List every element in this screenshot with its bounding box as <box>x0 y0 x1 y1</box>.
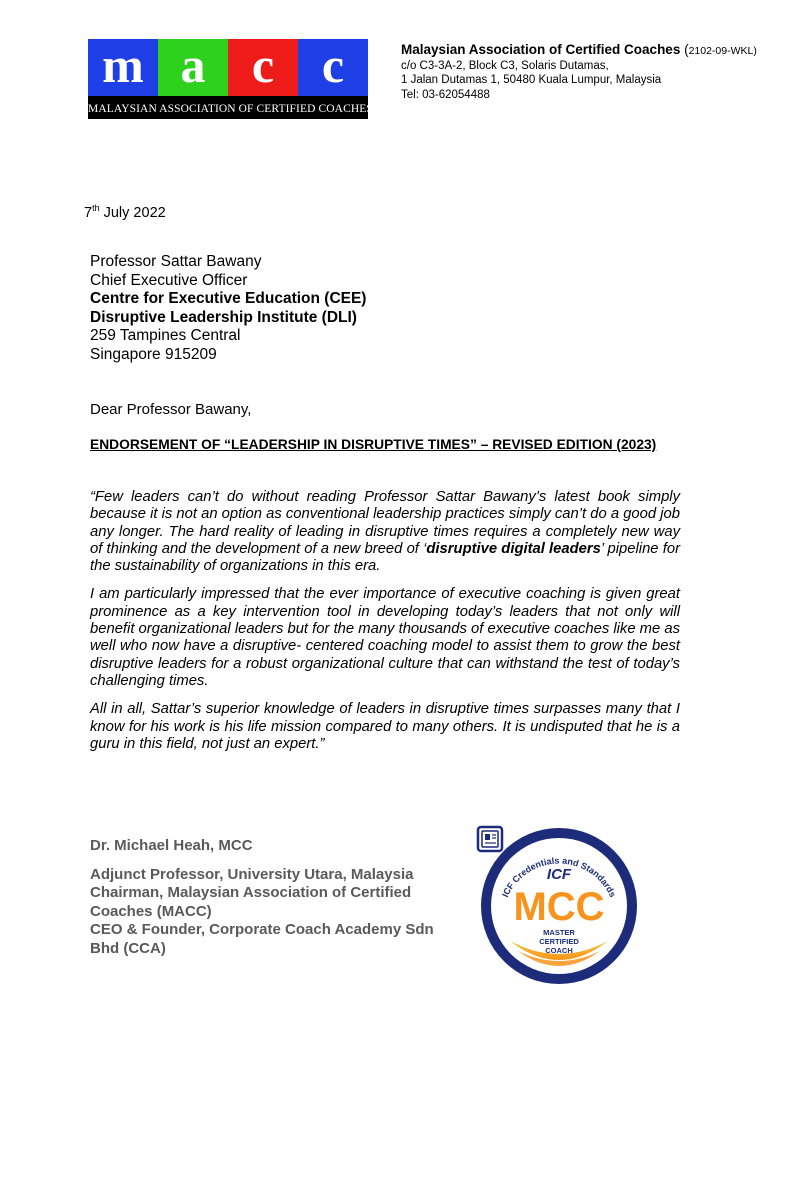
signatory-role-1: Adjunct Professor, University Utara, Malaysia <box>90 865 414 883</box>
recipient-name: Professor Sattar Bawany <box>90 253 262 270</box>
badge-line-2: CERTIFIED <box>539 937 579 946</box>
badge-line-1: MASTER <box>543 928 575 937</box>
p1-text-end: ’ pipeline for the sustainability of organizations in this era. <box>90 540 680 575</box>
logo-letter: c <box>321 36 345 93</box>
recipient-address-1: 259 Tampines Central <box>90 327 241 344</box>
logo-caption: MALAYSIAN ASSOCIATION OF CERTIFIED COACHES <box>88 103 373 115</box>
salutation: Dear Professor Bawany, <box>90 401 252 418</box>
recipient-org-2: Disruptive Leadership Institute (DLI) <box>90 308 357 326</box>
badge-level: MCC <box>513 885 605 929</box>
address-line-2: 1 Jalan Dutamas 1, 50480 Kuala Lumpur, Malaysia <box>401 74 662 86</box>
org-name: Malaysian Association of Certified Coaches <box>401 42 681 57</box>
icf-mcc-badge <box>474 821 644 991</box>
recipient-org-1: Centre for Executive Education (CEE) <box>90 290 367 307</box>
signatory-role-3: CEO & Founder, Corporate Coach Academy Sdn Bhd (CCA) <box>90 921 434 957</box>
recipient-title: Chief Executive Officer <box>90 271 248 289</box>
logo-letter: m <box>102 36 144 93</box>
logo-letter: c <box>251 36 275 93</box>
quote-paragraph-3: All in all, Sattar’s superior knowledge of leaders in disruptive times surpasses many that I know for his work is his life mission compared to many others. It is undisputed that he is a guru in this field, not just an expert.” <box>90 701 680 752</box>
document-icon <box>478 827 502 851</box>
p1-bold-phrase: disruptive digital leaders <box>426 540 601 557</box>
logo-block-1 <box>88 36 158 96</box>
subject-line: ENDORSEMENT OF “LEADERSHIP IN DISRUPTIVE TIMES” – REVISED EDITION (2023) <box>90 437 657 452</box>
logo-block-2 <box>158 36 228 96</box>
macc-logo <box>88 36 373 119</box>
logo-block-4 <box>298 36 368 96</box>
quote-paragraph-2: I am particularly impressed that the ever importance of executive coaching is given great prominence as a key intervention tool in developing today’s leaders that not only will benefit organizational leaders but for the many thousands of executive coaches like me as well who now have a disruptive- centered coaching model to assist them to grow the best disruptive leaders for a robust organizational culture that can withstand the test of today’s challenging times. <box>90 586 680 689</box>
badge-icf: ICF <box>546 866 572 883</box>
signatory-name: Dr. Michael Heah, MCC <box>90 837 253 854</box>
letterhead-info <box>401 43 757 102</box>
recipient-address-2: Singapore 915209 <box>90 345 217 363</box>
badge-line-3: COACH <box>545 946 573 955</box>
date-suffix: th <box>92 203 100 213</box>
logo-letter: a <box>180 36 206 93</box>
date-day: 7 <box>84 204 93 221</box>
signatory-role-2: Chairman, Malaysian Association of Certified Coaches (MACC) <box>90 884 412 920</box>
registration-open: ( <box>680 42 689 57</box>
signature-block <box>90 837 460 958</box>
quote-paragraph-1 <box>90 489 680 575</box>
letter-date <box>84 203 166 221</box>
phone-line: Tel: 03-62054488 <box>401 88 490 101</box>
logo-block-3 <box>228 36 298 96</box>
p1-text-start: “Few leaders can’t do without reading Professor Sattar Bawany’s latest book simply because it is not an option as conventional leadership practices simply can’t do a good job any longer. The hard reality of leading in disruptive times requires a completely new way of thinking and the development of a new breed of ‘ <box>90 489 680 557</box>
date-rest: July 2022 <box>99 204 166 221</box>
address-line-1: c/o C3-3A-2, Block C3, Solaris Dutamas, <box>401 59 609 72</box>
registration-number: 2102-09-WKL) <box>688 45 757 57</box>
badge-arc-text: ICF Credentials and Standards <box>500 855 618 899</box>
recipient-block <box>90 253 366 364</box>
endorsement-quote <box>90 489 680 764</box>
